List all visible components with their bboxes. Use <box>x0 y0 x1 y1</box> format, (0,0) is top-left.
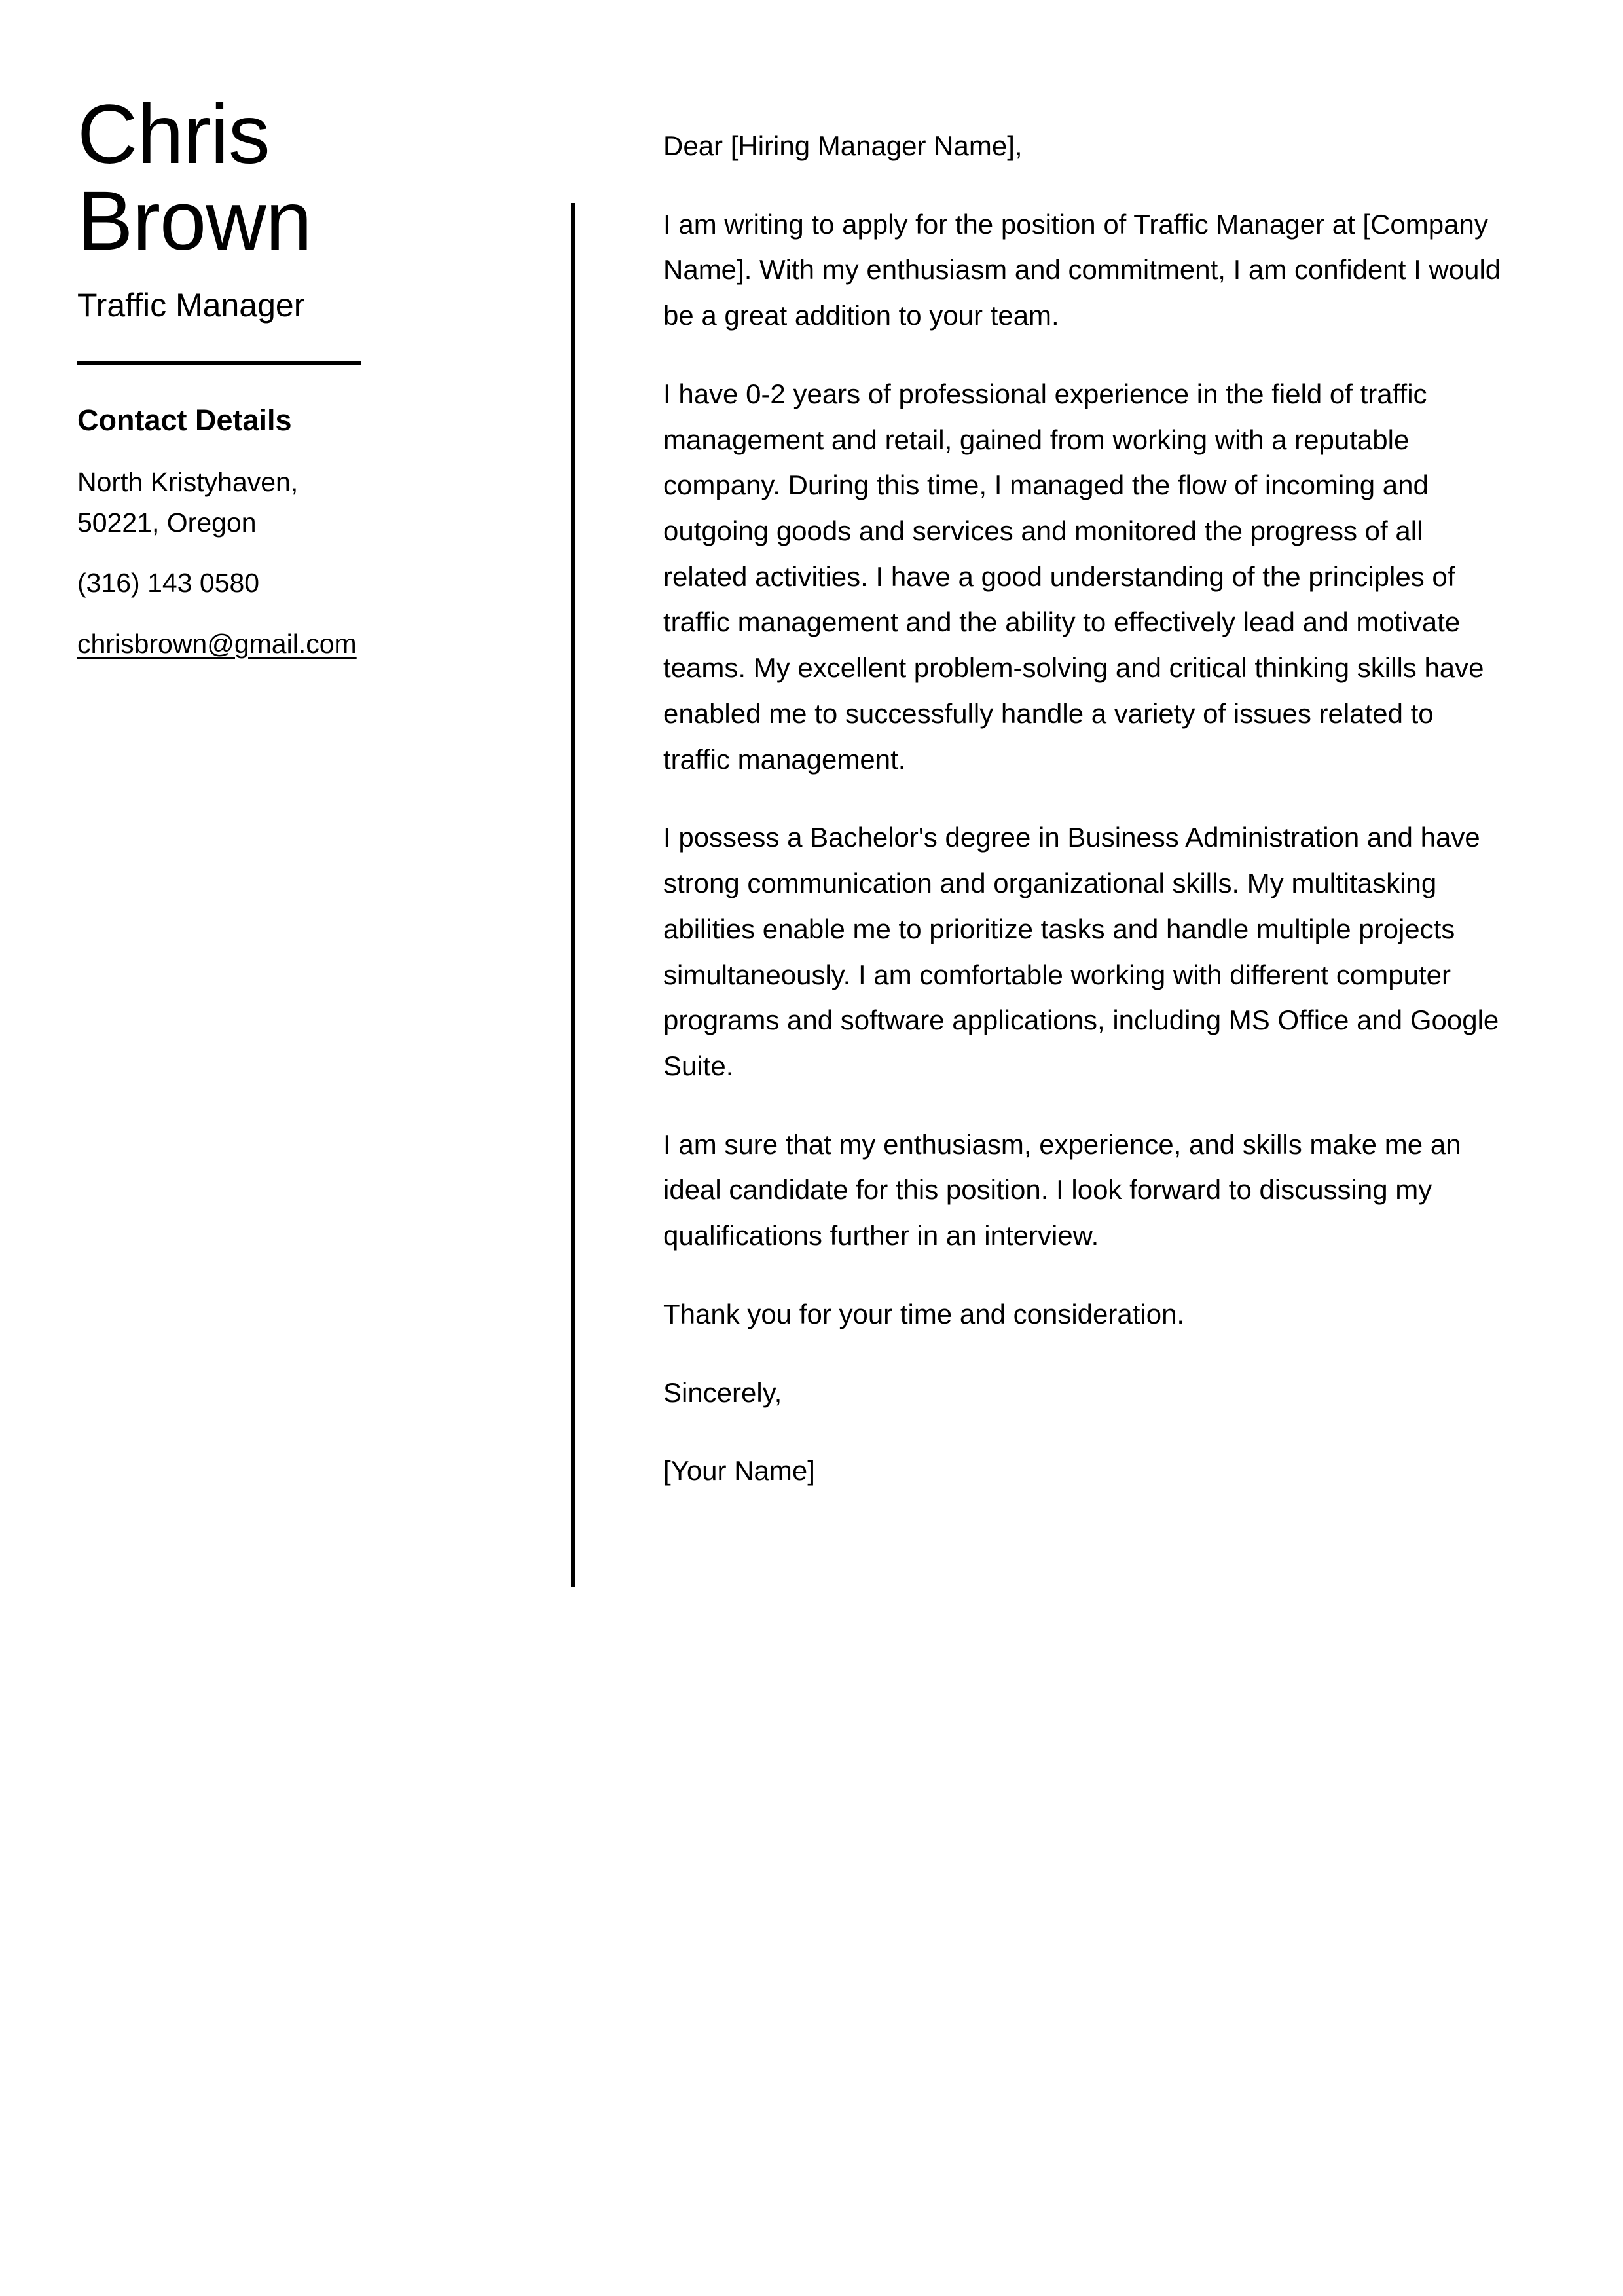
contact-email-link[interactable]: chrisbrown@gmail.com <box>77 628 357 659</box>
letter-signature: [Your Name] <box>663 1455 815 1487</box>
contact-phone[interactable]: (316) 143 0580 <box>77 568 260 599</box>
contact-details-list <box>77 462 496 684</box>
job-title: Traffic Manager <box>77 286 305 324</box>
contact-details-heading: Contact Details <box>77 403 292 437</box>
salutation: Dear [Hiring Manager Name], <box>663 130 1023 161</box>
page-title <box>77 88 496 268</box>
last-name: Brown <box>77 174 312 268</box>
sidebar-divider-rule <box>77 361 361 365</box>
letter-paragraph-5: Thank you for your time and consideration. <box>663 1298 1185 1329</box>
vertical-divider <box>571 203 575 1587</box>
letter-body <box>663 123 1508 1527</box>
letter-paragraph-2: I have 0-2 years of professional experience in the field of traffic management and retail, gained from working with a reputable company. During this time, I managed the flow of incoming and outgoing goods and services and monitored the progress of all related activities. I have a good understanding of the principles of traffic management and the ability to effectively lead and motivate teams. My excellent problem-solving and critical thinking skills have enabled me to successfully handle a variety of issues related to traffic management. <box>663 378 1484 775</box>
first-name: Chris <box>77 88 270 181</box>
letter-closing: Sincerely, <box>663 1377 782 1408</box>
letter-paragraph-3: I possess a Bachelor's degree in Business Administration and have strong communication and organizational skills. My multitasking abilities enable me to prioritize tasks and handle multiple projects simultaneously. I am comfortable working with different computer programs and software applications, including MS Office and Google Suite. <box>663 822 1499 1081</box>
letter-paragraph-4: I am sure that my enthusiasm, experience, and skills make me an ideal candidate for this position. I look forward to discussing my qualifications further in an interview. <box>663 1128 1461 1251</box>
contact-address: North Kristyhaven, 50221, Oregon <box>77 466 299 538</box>
sidebar <box>77 88 496 684</box>
letter-paragraph-1: I am writing to apply for the position of Traffic Manager at [Company Name]. With my enthusiasm and commitment, I am confident I would be a great addition to your team. <box>663 208 1501 331</box>
